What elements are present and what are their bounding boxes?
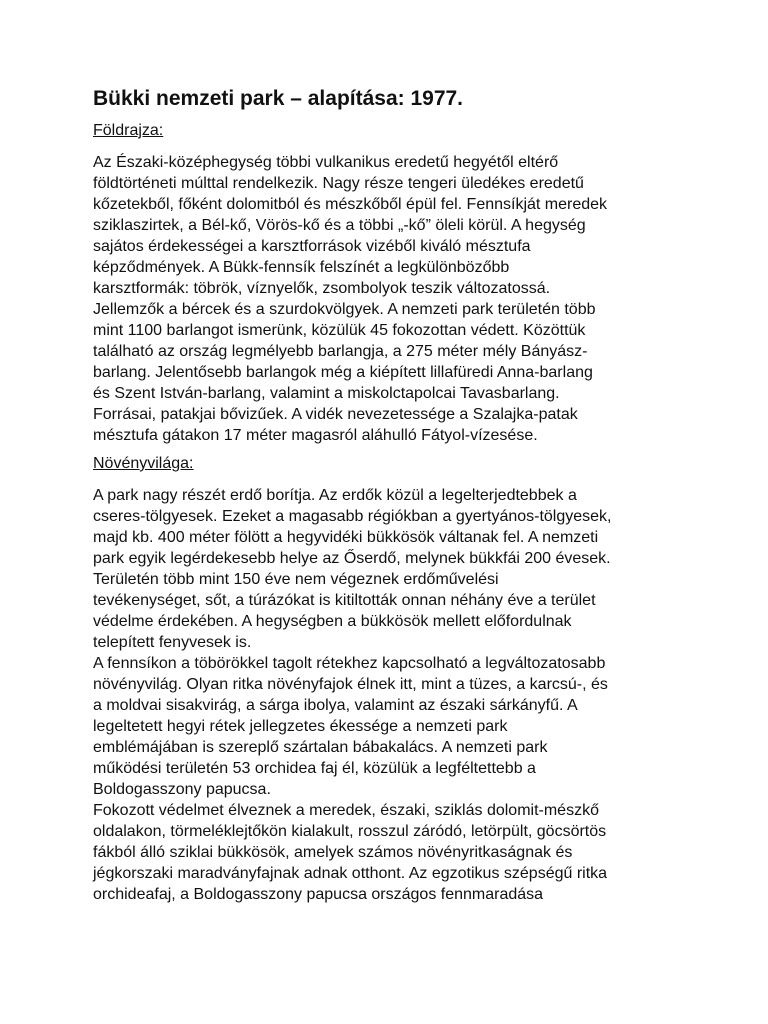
document-page <box>93 84 708 905</box>
document-title: Bükki nemzeti park – alapítása: 1977. <box>93 87 464 110</box>
paragraph-geography: Az Északi-középhegység többi vulkanikus eredetű hegyétől eltérő földtörténeti múlttal rendelkezik. Nagy része tengeri üledékes eredetű kőzetekből, főként dolomitból és mészkőből épül fel. Fennsíkját meredek sziklaszirtek, a Bél-kő, Vörös-kő és a többi „-kő” öleli körül. A hegység sajátos érdekességei a karsztforrások vizéből kiváló mésztufa képződmények. A Bükk-fennsík felszínét a legkülönbözőbb karsztformák: töbrök, víznyelők, zsombolyok teszik változatossá. Jellemzők a bércek és a szurdokvölgyek. A nemzeti park területén több mint 1100 barlangot ismerünk, közülük 45 fokozottan védett. Közöttük található az ország legmélyebb barlangja, a 275 méter mély Bányász- barlang. Jelentősebb barlangok még a kiépített lillafüredi Anna-barlang és Szent István-barlang, valamint a miskolctapolcai Tavasbarlang. Forrásai, patakjai bővizűek. A vidék nevezetessége a Szalajka-patak mésztufa gátakon 17 méter magasról aláhulló Fátyol-vízesése. <box>93 154 608 444</box>
paragraph-flora-1: A park nagy részét erdő borítja. Az erdők közül a legelterjedtebbek a cseres-tölgyesek. Ezeket a magasabb régiókban a gyertyános-tölgyesek, majd kb. 400 méter fölött a hegyvidéki bükkösök váltanak fel. A nemzeti park egyik legérdekesebb helye az Őserdő, melynek bükkfái 200 évesek. Területén több mint 150 éve nem végeznek erdőművelési tevékenységet, sőt, a túrázókat is kitiltották onnan néhány éve a terület védelme érdekében. A hegységben a bükkösök mellett előfordulnak telepített fenyvesek is. <box>93 487 612 651</box>
section-geography <box>93 120 708 446</box>
paragraph-flora-3: Fokozott védelmet élveznek a meredek, északi, sziklás dolomit-mészkő oldalakon, törmeléklejtőkön kialakult, rosszul záródó, letörpült, göcsörtös fákból álló sziklai bükkösök, amelyek számos növényritkaságnak és jégkorszaki maradványfajnak adnak otthont. Az egzotikus szépségű ritka orchideafaj, a Boldogasszony papucsa országos fennmaradása <box>93 802 608 903</box>
section-flora <box>93 453 708 905</box>
section-heading-flora: Növényvilága: <box>93 455 194 472</box>
section-heading-geography: Földrajza: <box>93 122 164 139</box>
paragraph-flora-2: A fennsíkon a töbörökkel tagolt rétekhez kapcsolható a legváltozatosabb növényvilág. Olyan ritka növényfajok élnek itt, mint a tüzes, a karcsú-, és a moldvai sisakvirág, a sárga ibolya, valamint az északi sárkányfű. A legeltetett hegyi rétek jellegzetes ékessége a nemzeti park emblémájában is szereplő szártalan bábakalács. A nemzeti park működési területén 53 orchidea faj él, közülük a legféltettebb a Boldogasszony papucsa. <box>93 655 608 798</box>
